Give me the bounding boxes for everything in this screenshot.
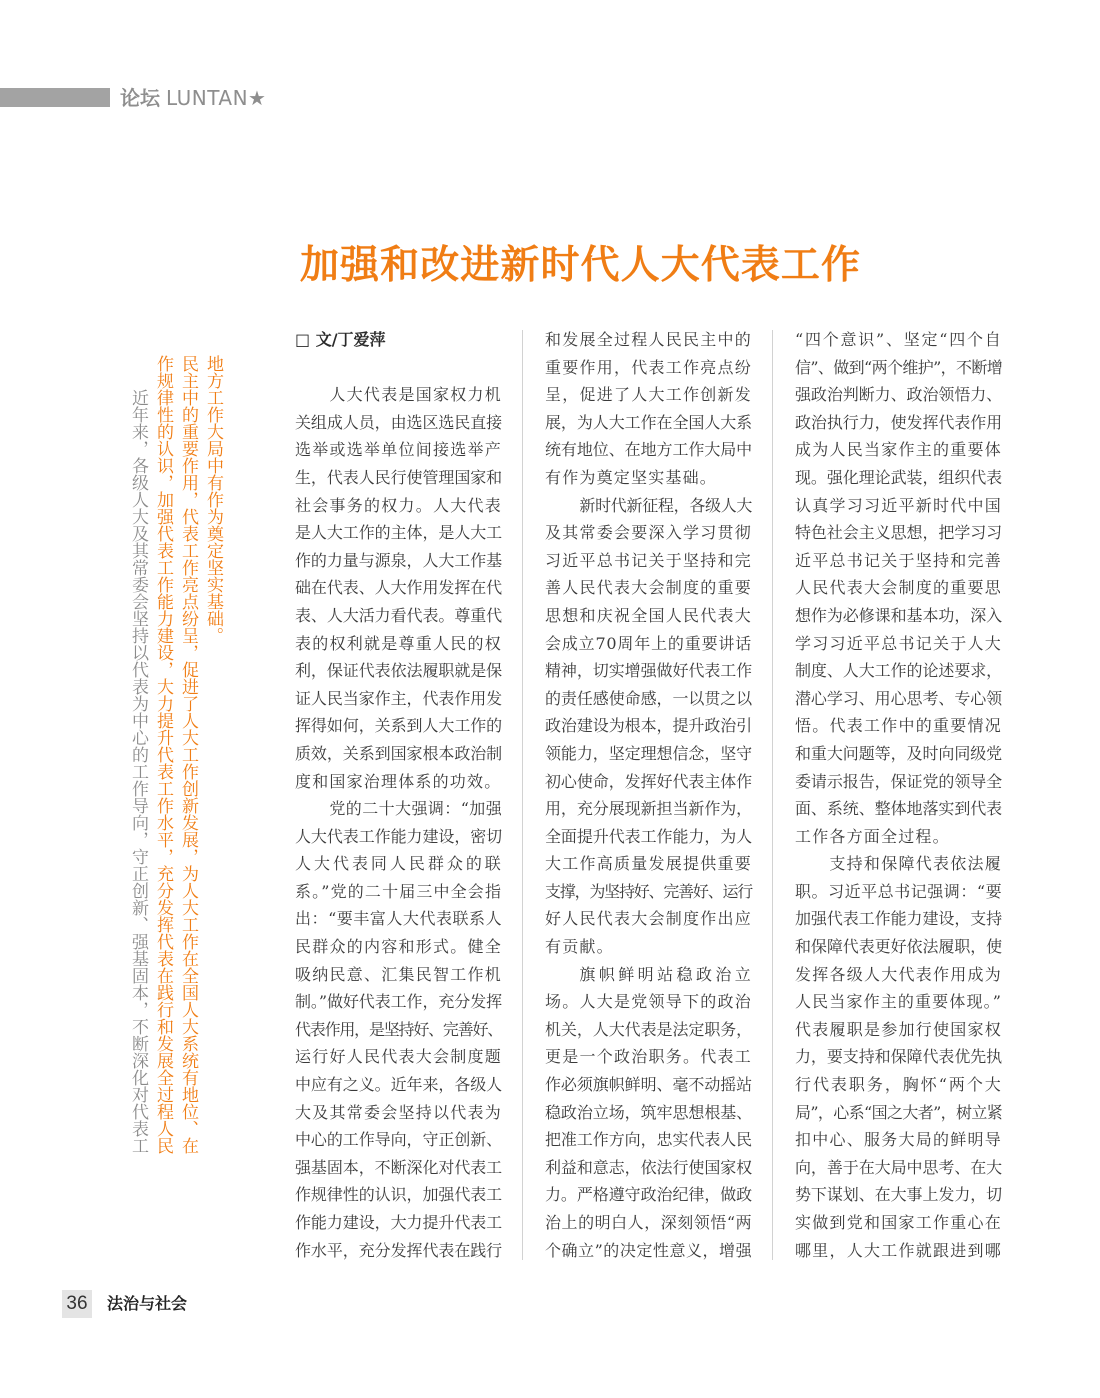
header-bar <box>0 88 110 107</box>
body-line: 政治建设为根本，提升政治引 <box>545 716 752 736</box>
body-line: 度和国家治理体系的功效。 <box>295 771 502 791</box>
body-line: 人大代表是国家权力机 <box>329 385 502 405</box>
body-line: 认真学习习近平新时代中国 <box>795 495 1002 515</box>
body-line: 和发展全过程人民民主中的 <box>545 330 752 349</box>
body-line: 领能力，坚定理想信念，坚守 <box>545 743 752 763</box>
column-divider <box>772 330 773 1260</box>
body-line: 挥得如何，关系到人大工作的 <box>295 716 502 736</box>
body-line: 职。习近平总书记强调：“要 <box>795 881 1002 901</box>
article-title: 加强和改进新时代人大代表工作 <box>300 243 860 288</box>
body-line: 代表作用，是坚持好、完善好、 <box>295 1019 502 1039</box>
body-column-1 <box>295 326 502 1264</box>
body-line: 及其常委会要深入学习贯彻 <box>545 523 752 543</box>
body-line: 作的力量与源泉，人大工作基 <box>295 550 502 570</box>
body-line: 初心使命，发挥好代表主体作 <box>545 771 752 791</box>
body-line: 想作为必修课和基本功，深入 <box>795 605 1002 625</box>
body-line: 利，保证代表依法履职就是保 <box>295 661 502 681</box>
body-line: 作规律性的认识，加强代表工 <box>295 1185 502 1205</box>
body-line: 支撑，为坚持好、完善好、运行 <box>545 881 752 901</box>
body-line: 政治执行力，使发挥代表作用 <box>795 412 1002 432</box>
body-line: 强基固本，不断深化对代表工 <box>295 1157 502 1177</box>
body-line: 出：“要丰富人大代表联系人 <box>295 909 502 929</box>
body-line: 习近平总书记关于坚持和完 <box>545 550 752 570</box>
body-line: 局”，心系“国之大者”，树立紧 <box>795 1102 1002 1122</box>
body-line: 行代表职务，胸怀“两个大 <box>795 1075 1002 1095</box>
body-line: 特色社会主义思想，把学习习 <box>795 523 1002 543</box>
body-line: 稳政治立场，筑牢思想根基、 <box>545 1102 752 1122</box>
body-line: 社会事务的权力。人大代表 <box>295 495 502 515</box>
lead-column: 地方工作大局中有作为奠定坚实基础。 <box>203 355 223 644</box>
body-line: 强政治判断力、政治领悟力、 <box>795 385 1002 405</box>
body-line: 大工作高质量发展提供重要 <box>545 854 752 874</box>
lead-column: 作规律性的认识，加强代表工作能力建设，大力提升代表工作水平，充分发挥代表在践行和发展全过程人民 <box>153 355 173 1154</box>
body-line: 和保障代表更好依法履职，使 <box>795 937 1002 957</box>
body-line: 更是一个政治职务。代表工 <box>545 1047 752 1067</box>
body-line: 扣中心、服务大局的鲜明导 <box>795 1130 1002 1150</box>
body-line: 关组成人员，由选区选民直接 <box>295 412 502 432</box>
body-line: 向，善于在大局中思考、在大 <box>795 1157 1002 1177</box>
body-line: 善人民代表大会制度的重要 <box>545 578 752 598</box>
body-line: 好人民代表大会制度作出应 <box>545 909 752 929</box>
body-line: 势下谋划、在大事上发力，切 <box>795 1185 1002 1205</box>
body-line: 会成立70周年上的重要讲话 <box>545 633 752 653</box>
body-line: 吸纳民意、汇集民智工作机 <box>295 964 502 984</box>
magazine-name: 法治与社会 <box>107 1294 188 1313</box>
body-line: 有贡献。 <box>545 937 614 957</box>
body-line: 大及其常委会坚持以代表为 <box>295 1102 502 1122</box>
body-line: 有作为奠定坚实基础。 <box>545 467 718 487</box>
body-line: 全面提升代表工作能力，为人 <box>545 826 752 846</box>
body-line: 作能力建设，大力提升代表工 <box>295 1213 502 1232</box>
body-line: 中应有之义。近年来，各级人 <box>295 1075 502 1095</box>
body-line: 利益和意志，依法行使国家权 <box>545 1157 752 1177</box>
body-line: 重要作用，代表工作亮点纷 <box>545 357 752 377</box>
body-line: 学习习近平总书记关于人大 <box>795 633 1002 653</box>
body-line: 把准工作方向，忠实代表人民 <box>545 1130 752 1150</box>
body-line: 用，充分展现新担当新作为， <box>545 799 752 819</box>
body-column-3 <box>795 326 1002 1264</box>
body-line: 代表履职是参加行使国家权 <box>795 1019 1002 1039</box>
body-line: 展，为人大工作在全国人大系 <box>545 412 752 432</box>
body-line: 精神，切实增强做好代表工作 <box>545 661 752 681</box>
body-line: 制度、人大工作的论述要求， <box>795 661 1002 681</box>
body-line: 制。”做好代表工作，充分发挥 <box>295 992 502 1012</box>
body-line: 场。人大是党领导下的政治 <box>545 992 752 1012</box>
body-line: 机关，人大代表是法定职务， <box>545 1019 752 1039</box>
body-line: 的责任感使命感，一以贯之以 <box>545 688 752 708</box>
body-line: 新时代新征程，各级人大 <box>579 495 752 515</box>
column-divider <box>522 330 523 1260</box>
byline-spacer <box>295 354 502 382</box>
body-line: 委请示报告，保证党的领导全 <box>795 771 1002 791</box>
page-number: 36 <box>62 1290 92 1318</box>
body-line: 力。严格遵守政治纪律，做政 <box>545 1185 752 1205</box>
body-line: 工作各方面全过程。 <box>795 826 950 846</box>
body-line: 党的二十大强调：“加强 <box>329 799 502 819</box>
body-line: 现。强化理论武装，组织代表 <box>795 467 1002 487</box>
body-line: 人大代表同人民群众的联 <box>295 854 502 874</box>
body-line: 悟。代表工作中的重要情况 <box>795 716 1002 736</box>
section-label-en: LUNTAN★ <box>166 86 267 110</box>
body-line: 旗帜鲜明站稳政治立 <box>579 964 752 984</box>
body-line: “四个意识”、坚定“四个自 <box>795 330 1002 349</box>
body-line: 系。”党的二十届三中全会指 <box>295 881 502 901</box>
body-line: 面、系统、整体地落实到代表 <box>795 799 1002 819</box>
body-line: 运行好人民代表大会制度题 <box>295 1047 502 1067</box>
body-line: 质效，关系到国家根本政治制 <box>295 743 502 763</box>
body-line: 个确立”的决定性意义，增强 <box>545 1240 752 1260</box>
body-line: 作水平，充分发挥代表在践行 <box>295 1240 502 1260</box>
body-line: 治上的明白人，深刻领悟“两 <box>545 1213 752 1232</box>
body-line: 生，代表人民行使管理国家和 <box>295 467 502 487</box>
body-line: 思想和庆祝全国人民代表大 <box>545 605 752 625</box>
body-line: 民群众的内容和形式。健全 <box>295 937 502 957</box>
body-line: 人大代表工作能力建设，密切 <box>295 826 502 846</box>
body-line: 统有地位、在地方工作大局中 <box>545 440 752 460</box>
body-line: 成为人民当家作主的重要体 <box>795 440 1002 460</box>
body-line: 近平总书记关于坚持和完善 <box>795 550 1002 570</box>
body-line: 作必须旗帜鲜明、毫不动摇站 <box>545 1075 752 1095</box>
body-line: 础在代表、人大作用发挥在代 <box>295 578 502 598</box>
body-column-2 <box>545 326 752 1264</box>
body-line: 支持和保障代表依法履 <box>829 854 1002 874</box>
body-line: 信”、做到“两个维护”，不断增 <box>795 357 1002 377</box>
body-line: 选举或选举单位间接选举产 <box>295 440 502 460</box>
body-line: 表的权利就是尊重人民的权 <box>295 633 502 653</box>
body-line: 证人民当家作主，代表作用发 <box>295 688 502 708</box>
body-line: 发挥各级人大代表作用成为 <box>795 964 1002 984</box>
body-line: 呈，促进了人大工作创新发 <box>545 385 752 405</box>
body-line: 表、人大活力看代表。尊重代 <box>295 605 502 625</box>
body-line: 哪里，人大工作就跟进到哪 <box>795 1240 1002 1260</box>
body-line: 力，要支持和保障代表优先执 <box>795 1047 1002 1067</box>
lead-column: 近年来，各级人大及其常委会坚持以代表为中心的工作导向，守正创新、强基固本，不断深化对代表工 <box>128 389 148 1154</box>
body-line: 加强代表工作能力建设，支持 <box>795 909 1002 929</box>
section-label-cn: 论坛 <box>120 86 160 110</box>
body-line: 人民代表大会制度的重要思 <box>795 578 1002 598</box>
body-line: 人民当家作主的重要体现。” <box>795 992 1002 1012</box>
body-line: 中心的工作导向，守正创新、 <box>295 1130 502 1150</box>
section-label <box>120 85 266 111</box>
byline: □ 文/丁爱萍 <box>295 330 386 349</box>
body-line: 是人大工作的主体，是人大工 <box>295 523 502 543</box>
body-line: 潜心学习、用心思考、专心领 <box>795 688 1002 708</box>
body-line: 和重大问题等，及时向同级党 <box>795 743 1002 763</box>
body-line: 实做到党和国家工作重心在 <box>795 1213 1002 1232</box>
lead-column: 民主中的重要作用，代表工作亮点纷呈，促进了人大工作创新发展，为人大工作在全国人大系统有地位、在 <box>178 355 198 1154</box>
